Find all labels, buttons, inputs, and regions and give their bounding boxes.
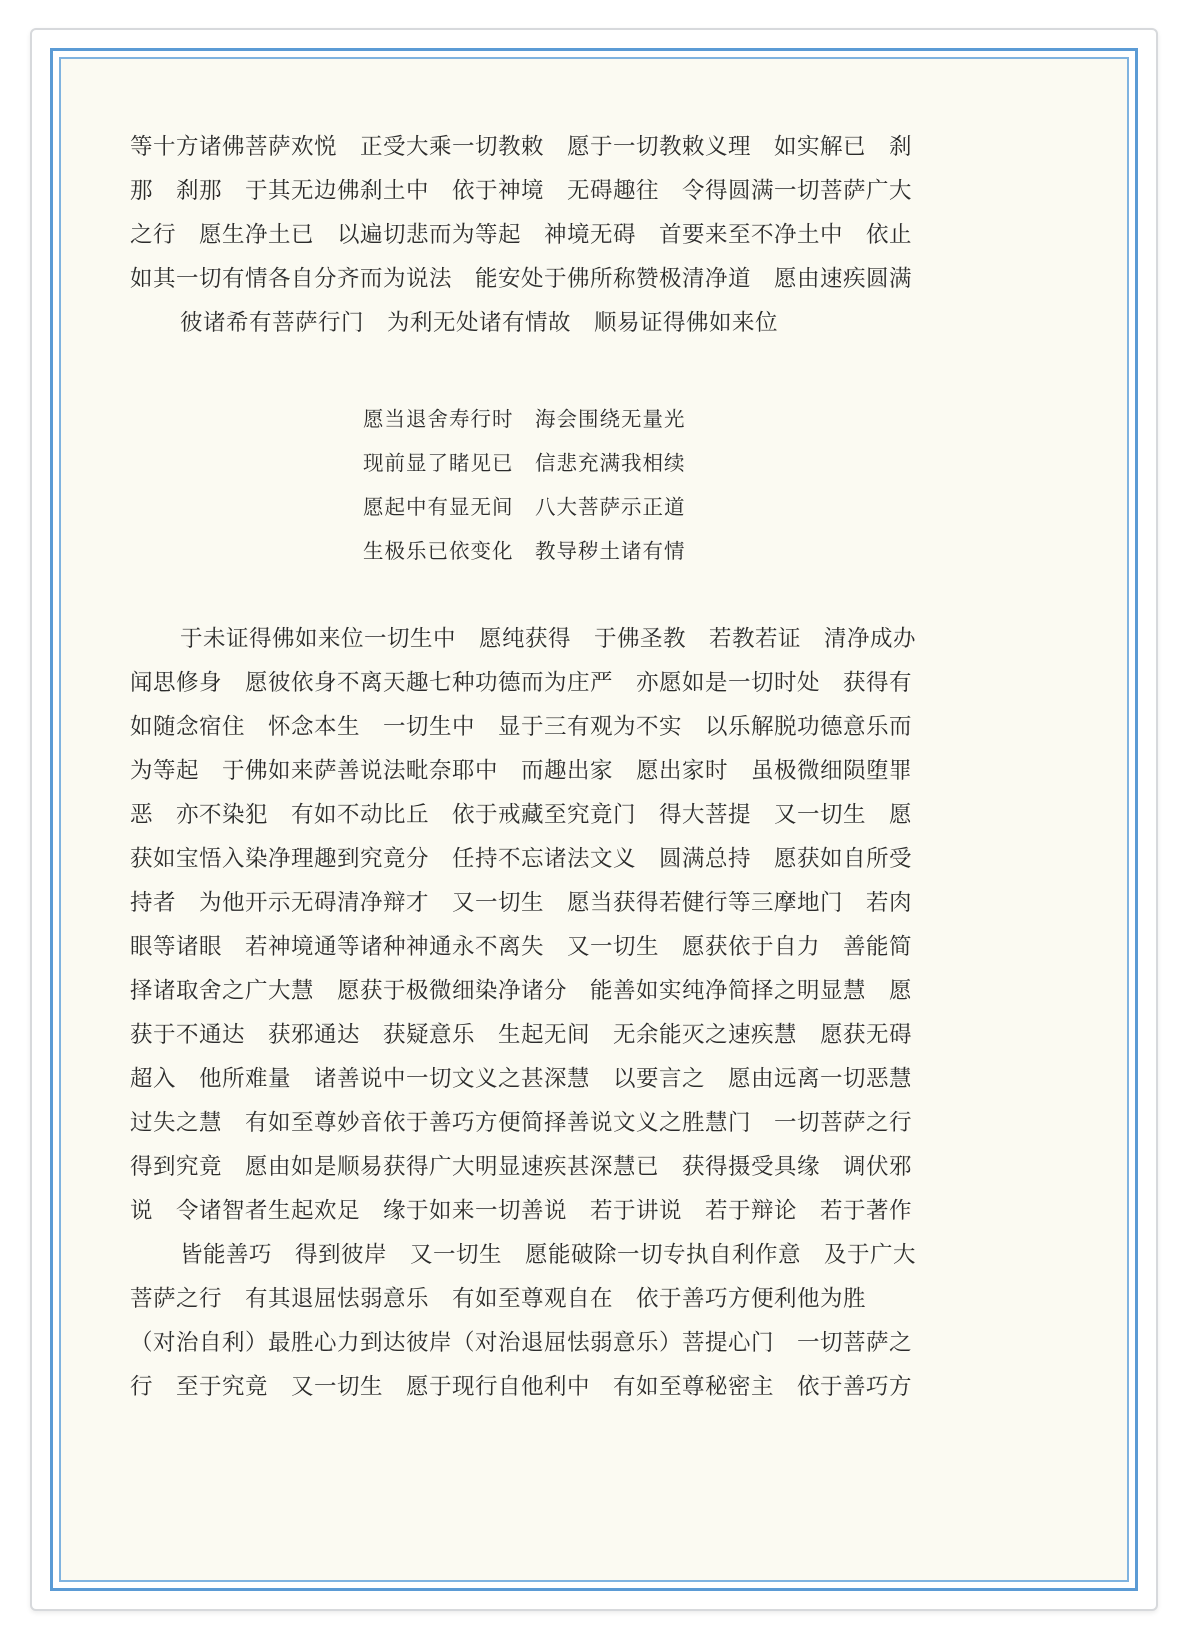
document-body [130,125,960,1409]
page-card [30,28,1158,1611]
text-line: 获于不通达 获邪通达 获疑意乐 生起无间 无余能灭之速疾慧 愿获无碍 [130,1022,913,1048]
text-line: 择诸取舍之广大慧 愿获于极微细染净诸分 能善如实纯净简择之明显慧 愿 [130,978,913,1004]
prose-paragraph-1 [130,125,960,345]
text-line: 为等起 于佛如来萨善说法毗奈耶中 而趣出家 愿出家时 虽极微细陨堕罪 [130,758,913,784]
verse-line: 愿起中有显无间 八大菩萨示正道 [363,495,686,519]
text-line: 获如宝悟入染净理趣到究竟分 任持不忘诸法文义 圆满总持 愿获如自所受 [130,846,913,872]
text-line: 彼诸希有菩萨行门 为利无处诸有情故 顺易证得佛如来位 [180,310,779,336]
prose-paragraph-2 [130,617,960,1409]
text-line: （对治自利）最胜心力到达彼岸（对治退屈怯弱意乐）菩提心门 一切菩萨之 [130,1330,913,1356]
text-line: 行 至于究竟 又一切生 愿于现行自他利中 有如至尊秘密主 依于善巧方 [130,1374,913,1400]
text-line: 那 刹那 于其无边佛刹土中 依于神境 无碍趣往 令得圆满一切菩萨广大 [130,178,913,204]
text-line: 得到究竟 愿由如是顺易获得广大明显速疾甚深慧已 获得摄受具缘 调伏邪 [130,1154,913,1180]
text-line: 皆能善巧 得到彼岸 又一切生 愿能破除一切专执自利作意 及于广大 [180,1242,917,1268]
text-line: 恶 亦不染犯 有如不动比丘 依于戒藏至究竟门 得大菩提 又一切生 愿 [130,802,913,828]
text-line: 于未证得佛如来位一切生中 愿纯获得 于佛圣教 若教若证 清净成办 [180,626,917,652]
text-line: 眼等诸眼 若神境通等诸种神通永不离失 又一切生 愿获依于自力 善能简 [130,934,913,960]
text-line: 之行 愿生净土已 以遍切悲而为等起 神境无碍 首要来至不净土中 依止 [130,222,913,248]
verse-block [130,397,960,573]
text-line: 如随念宿住 怀念本生 一切生中 显于三有观为不实 以乐解脱功德意乐而 [130,714,913,740]
text-line: 持者 为他开示无碍清净辩才 又一切生 愿当获得若健行等三摩地门 若肉 [130,890,913,916]
text-line: 说 令诸智者生起欢足 缘于如来一切善说 若于讲说 若于辩论 若于著作 [130,1198,913,1224]
verse-line: 现前显了睹见已 信悲充满我相续 [363,451,686,475]
text-line: 等十方诸佛菩萨欢悦 正受大乘一切教敕 愿于一切教敕义理 如实解已 刹 [130,134,913,160]
text-line: 超入 他所难量 诸善说中一切文义之甚深慧 以要言之 愿由远离一切恶慧 [130,1066,913,1092]
verse-line: 生极乐已依变化 教导秽土诸有情 [363,539,686,563]
verse-line: 愿当退舍寿行时 海会围绕无量光 [363,407,686,431]
text-line: 过失之慧 有如至尊妙音依于善巧方便简择善说文义之胜慧门 一切菩萨之行 [130,1110,913,1136]
text-line: 如其一切有情各自分齐而为说法 能安处于佛所称赞极清净道 愿由速疾圆满 [130,266,913,292]
text-line: 菩萨之行 有其退屈怯弱意乐 有如至尊观自在 依于善巧方便利他为胜 [130,1286,867,1312]
text-line: 闻思修身 愿彼依身不离天趣七种功德而为庄严 亦愿如是一切时处 获得有 [130,670,913,696]
